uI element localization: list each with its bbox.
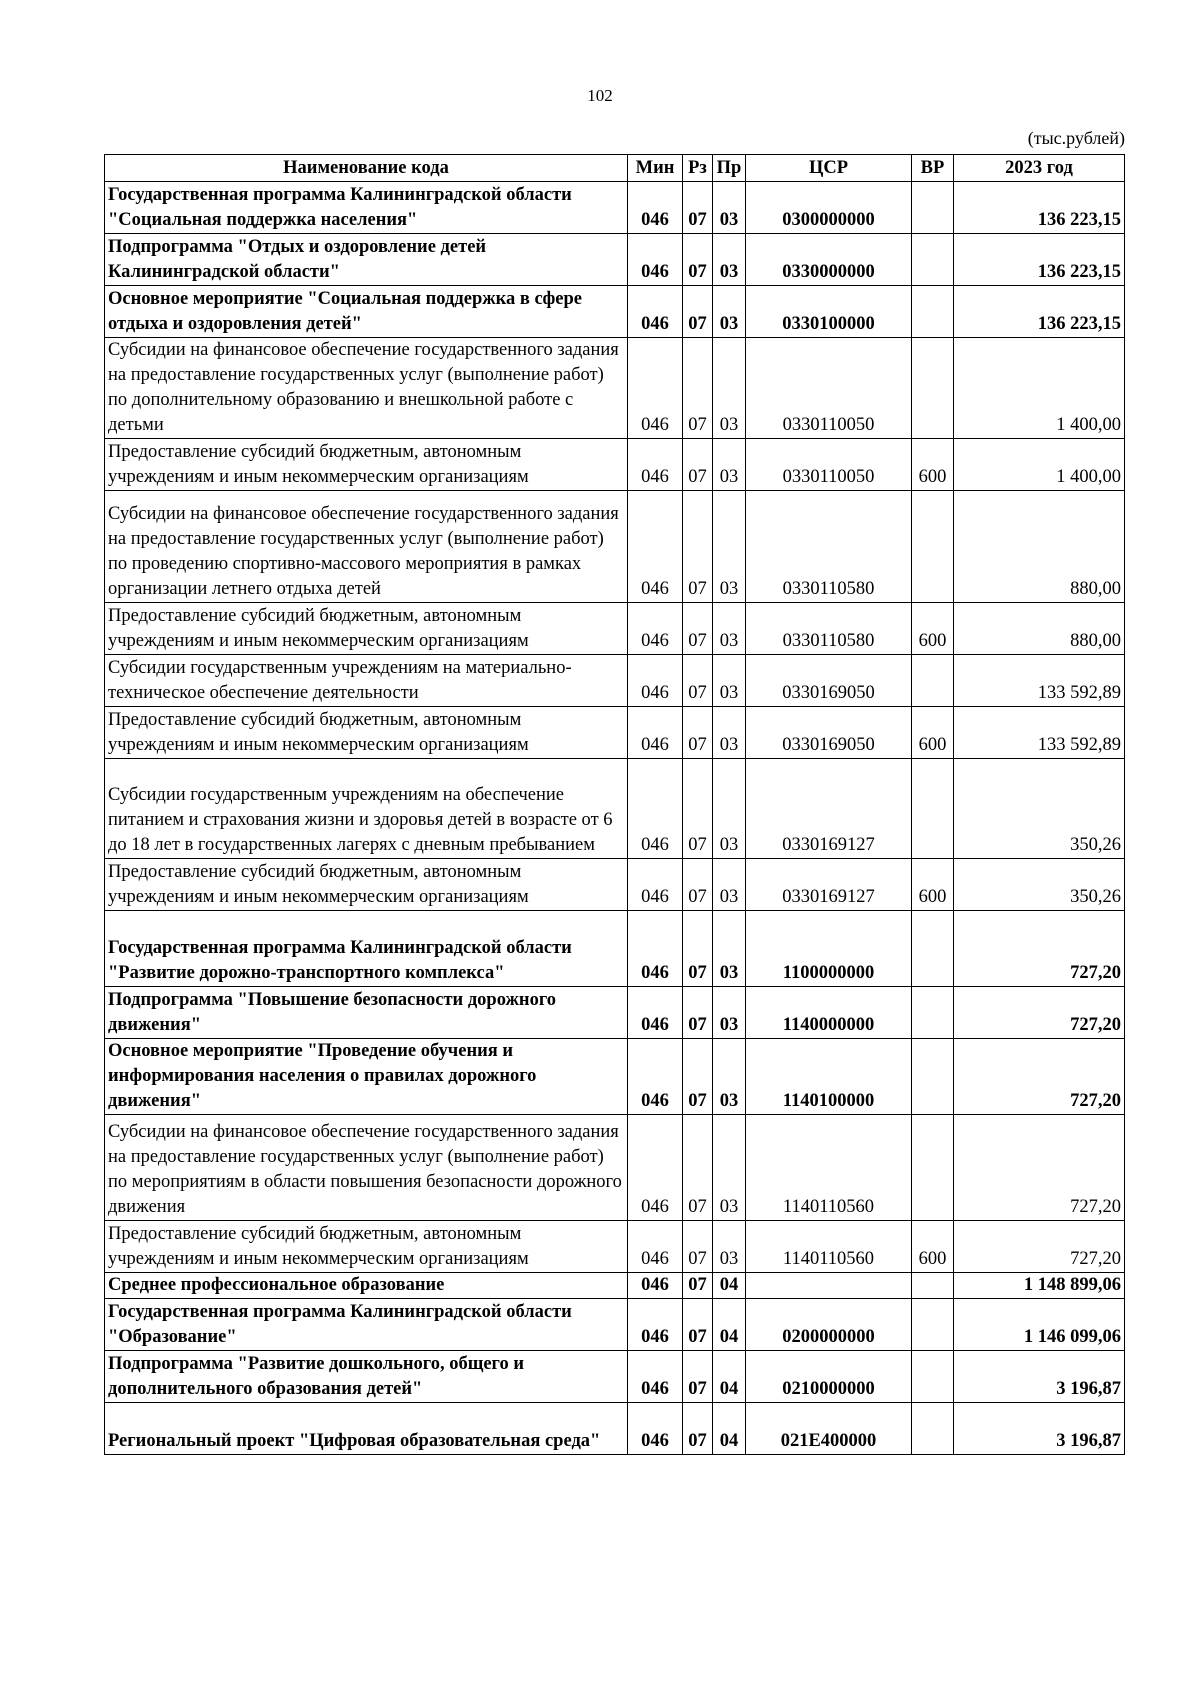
cell-amount: 350,26 <box>954 759 1125 859</box>
cell-csr: 0330169127 <box>746 759 912 859</box>
page-number: 102 <box>587 86 613 105</box>
cell-rz: 07 <box>683 182 713 234</box>
cell-min: 046 <box>628 1351 683 1403</box>
cell-min: 046 <box>628 603 683 655</box>
cell-amount: 1 148 899,06 <box>954 1273 1125 1299</box>
cell-amount: 1 400,00 <box>954 439 1125 491</box>
cell-rz: 07 <box>683 707 713 759</box>
cell-amount: 136 223,15 <box>954 234 1125 286</box>
cell-name: Предоставление субсидий бюджетным, автономным учреждениям и иным некоммерческим организациям <box>105 859 628 911</box>
cell-pr: 03 <box>713 1115 746 1221</box>
cell-csr: 0330110580 <box>746 491 912 603</box>
table-row <box>105 759 1125 859</box>
cell-csr: 0200000000 <box>746 1299 912 1351</box>
cell-csr: 1140110560 <box>746 1115 912 1221</box>
cell-name: Среднее профессиональное образование <box>105 1273 628 1299</box>
cell-pr: 04 <box>713 1273 746 1299</box>
cell-csr: 0330169050 <box>746 655 912 707</box>
cell-name: Основное мероприятие "Социальная поддержка в сфере отдыха и оздоровления детей" <box>105 286 628 338</box>
cell-vr <box>912 1403 954 1455</box>
cell-vr <box>912 1273 954 1299</box>
cell-name: Подпрограмма "Отдых и оздоровление детей Калининградской области" <box>105 234 628 286</box>
cell-rz: 07 <box>683 987 713 1039</box>
table-header-row <box>105 155 1125 182</box>
cell-rz: 07 <box>683 1115 713 1221</box>
cell-min: 046 <box>628 1299 683 1351</box>
table-row <box>105 859 1125 911</box>
header-name: Наименование кода <box>105 155 628 182</box>
cell-pr: 03 <box>713 603 746 655</box>
table-row <box>105 491 1125 603</box>
cell-amount: 727,20 <box>954 1039 1125 1115</box>
cell-name: Основное мероприятие "Проведение обучения и информирования населения о правилах дорожного движения" <box>105 1039 628 1115</box>
table-row <box>105 707 1125 759</box>
header-csr: ЦСР <box>746 155 912 182</box>
cell-amount: 3 196,87 <box>954 1403 1125 1455</box>
cell-pr: 03 <box>713 655 746 707</box>
cell-vr <box>912 987 954 1039</box>
cell-min: 046 <box>628 1221 683 1273</box>
cell-amount: 727,20 <box>954 911 1125 987</box>
table-row <box>105 286 1125 338</box>
header-pr: Пр <box>713 155 746 182</box>
cell-rz: 07 <box>683 1299 713 1351</box>
cell-amount: 136 223,15 <box>954 286 1125 338</box>
cell-pr: 03 <box>713 987 746 1039</box>
cell-rz: 07 <box>683 1351 713 1403</box>
cell-rz: 07 <box>683 286 713 338</box>
cell-pr: 03 <box>713 491 746 603</box>
cell-csr: 0330100000 <box>746 286 912 338</box>
cell-vr <box>912 911 954 987</box>
cell-name: Предоставление субсидий бюджетным, автономным учреждениям и иным некоммерческим организациям <box>105 1221 628 1273</box>
cell-vr <box>912 286 954 338</box>
cell-csr: 1140100000 <box>746 1039 912 1115</box>
table-body <box>105 182 1125 1455</box>
cell-vr <box>912 759 954 859</box>
table-row <box>105 439 1125 491</box>
cell-pr: 03 <box>713 1039 746 1115</box>
cell-csr: 0300000000 <box>746 182 912 234</box>
cell-amount: 133 592,89 <box>954 655 1125 707</box>
cell-min: 046 <box>628 707 683 759</box>
cell-rz: 07 <box>683 655 713 707</box>
cell-csr: 0330169127 <box>746 859 912 911</box>
cell-pr: 03 <box>713 338 746 439</box>
cell-vr <box>912 1299 954 1351</box>
table-row <box>105 234 1125 286</box>
table-row <box>105 603 1125 655</box>
cell-name: Предоставление субсидий бюджетным, автономным учреждениям и иным некоммерческим организациям <box>105 707 628 759</box>
cell-csr: 0330110050 <box>746 338 912 439</box>
table-row <box>105 1351 1125 1403</box>
cell-vr: 600 <box>912 707 954 759</box>
cell-amount: 133 592,89 <box>954 707 1125 759</box>
cell-amount: 3 196,87 <box>954 1351 1125 1403</box>
table-row <box>105 182 1125 234</box>
cell-vr <box>912 1351 954 1403</box>
cell-rz: 07 <box>683 234 713 286</box>
cell-amount: 727,20 <box>954 1115 1125 1221</box>
cell-rz: 07 <box>683 1039 713 1115</box>
cell-rz: 07 <box>683 759 713 859</box>
cell-amount: 727,20 <box>954 1221 1125 1273</box>
cell-name: Государственная программа Калининградской области "Социальная поддержка населения" <box>105 182 628 234</box>
cell-pr: 03 <box>713 859 746 911</box>
cell-amount: 350,26 <box>954 859 1125 911</box>
cell-amount: 1 400,00 <box>954 338 1125 439</box>
cell-name: Субсидии государственным учреждениям на обеспечение питанием и страхования жизни и здоровья детей в возрасте от 6 до 18 лет в государственных лагерях с дневным пребыванием <box>105 759 628 859</box>
cell-min: 046 <box>628 286 683 338</box>
cell-rz: 07 <box>683 1221 713 1273</box>
cell-vr <box>912 234 954 286</box>
cell-min: 046 <box>628 655 683 707</box>
cell-min: 046 <box>628 987 683 1039</box>
cell-rz: 07 <box>683 491 713 603</box>
cell-amount: 880,00 <box>954 491 1125 603</box>
cell-vr <box>912 338 954 439</box>
table-row <box>105 1115 1125 1221</box>
cell-amount: 727,20 <box>954 987 1125 1039</box>
cell-vr: 600 <box>912 439 954 491</box>
cell-vr <box>912 491 954 603</box>
cell-min: 046 <box>628 1039 683 1115</box>
units-note: (тыс.рублей) <box>1027 128 1125 148</box>
cell-min: 046 <box>628 1273 683 1299</box>
cell-name: Субсидии на финансовое обеспечение государственного задания на предоставление государственных услуг (выполнение работ) по дополнительному образованию и внешкольной работе с детьми <box>105 338 628 439</box>
cell-csr <box>746 1273 912 1299</box>
cell-vr <box>912 1039 954 1115</box>
cell-vr <box>912 182 954 234</box>
header-amount: 2023 год <box>954 155 1125 182</box>
table-row <box>105 338 1125 439</box>
cell-csr: 0330110050 <box>746 439 912 491</box>
cell-min: 046 <box>628 491 683 603</box>
cell-pr: 04 <box>713 1403 746 1455</box>
cell-name: Подпрограмма "Повышение безопасности дорожного движения" <box>105 987 628 1039</box>
cell-pr: 03 <box>713 759 746 859</box>
cell-min: 046 <box>628 911 683 987</box>
table-row <box>105 1273 1125 1299</box>
cell-name: Предоставление субсидий бюджетным, автономным учреждениям и иным некоммерческим организациям <box>105 603 628 655</box>
cell-name: Субсидии на финансовое обеспечение государственного задания на предоставление государственных услуг (выполнение работ) по мероприятиям в области повышения безопасности дорожного движения <box>105 1115 628 1221</box>
cell-rz: 07 <box>683 603 713 655</box>
cell-pr: 03 <box>713 234 746 286</box>
cell-csr: 1100000000 <box>746 911 912 987</box>
cell-min: 046 <box>628 338 683 439</box>
cell-csr: 0210000000 <box>746 1351 912 1403</box>
cell-rz: 07 <box>683 439 713 491</box>
cell-rz: 07 <box>683 911 713 987</box>
cell-csr: 1140000000 <box>746 987 912 1039</box>
cell-min: 046 <box>628 439 683 491</box>
cell-rz: 07 <box>683 1403 713 1455</box>
cell-name: Подпрограмма "Развитие дошкольного, общего и дополнительного образования детей" <box>105 1351 628 1403</box>
cell-pr: 03 <box>713 1221 746 1273</box>
cell-name: Субсидии государственным учреждениям на материально-техническое обеспечение деятельности <box>105 655 628 707</box>
budget-table <box>104 154 1125 1455</box>
cell-pr: 03 <box>713 911 746 987</box>
cell-vr <box>912 655 954 707</box>
cell-min: 046 <box>628 859 683 911</box>
cell-name: Государственная программа Калининградской области "Развитие дорожно-транспортного комплекса" <box>105 911 628 987</box>
table-row <box>105 1403 1125 1455</box>
cell-csr: 0330110580 <box>746 603 912 655</box>
cell-pr: 03 <box>713 707 746 759</box>
cell-min: 046 <box>628 1115 683 1221</box>
cell-pr: 04 <box>713 1351 746 1403</box>
cell-rz: 07 <box>683 338 713 439</box>
cell-csr: 1140110560 <box>746 1221 912 1273</box>
header-min: Мин <box>628 155 683 182</box>
cell-amount: 136 223,15 <box>954 182 1125 234</box>
cell-min: 046 <box>628 759 683 859</box>
cell-min: 046 <box>628 182 683 234</box>
cell-name: Предоставление субсидий бюджетным, автономным учреждениям и иным некоммерческим организациям <box>105 439 628 491</box>
cell-pr: 03 <box>713 439 746 491</box>
cell-name: Субсидии на финансовое обеспечение государственного задания на предоставление государственных услуг (выполнение работ) по проведению спортивно-массового мероприятия в рамках организации летнего отдыха детей <box>105 491 628 603</box>
cell-min: 046 <box>628 1403 683 1455</box>
cell-rz: 07 <box>683 859 713 911</box>
table-row <box>105 911 1125 987</box>
cell-pr: 03 <box>713 286 746 338</box>
header-vr: ВР <box>912 155 954 182</box>
cell-name: Государственная программа Калининградской области "Образование" <box>105 1299 628 1351</box>
table-row <box>105 987 1125 1039</box>
header-rz: Рз <box>683 155 713 182</box>
table-row <box>105 1221 1125 1273</box>
table-row <box>105 1299 1125 1351</box>
cell-csr: 0330000000 <box>746 234 912 286</box>
cell-vr <box>912 1115 954 1221</box>
cell-name: Региональный проект "Цифровая образовательная среда" <box>105 1403 628 1455</box>
table-row <box>105 655 1125 707</box>
cell-csr: 021Е400000 <box>746 1403 912 1455</box>
cell-vr: 600 <box>912 859 954 911</box>
cell-vr: 600 <box>912 1221 954 1273</box>
cell-rz: 07 <box>683 1273 713 1299</box>
cell-csr: 0330169050 <box>746 707 912 759</box>
cell-amount: 880,00 <box>954 603 1125 655</box>
cell-amount: 1 146 099,06 <box>954 1299 1125 1351</box>
cell-pr: 04 <box>713 1299 746 1351</box>
cell-pr: 03 <box>713 182 746 234</box>
table-row <box>105 1039 1125 1115</box>
cell-vr: 600 <box>912 603 954 655</box>
cell-min: 046 <box>628 234 683 286</box>
